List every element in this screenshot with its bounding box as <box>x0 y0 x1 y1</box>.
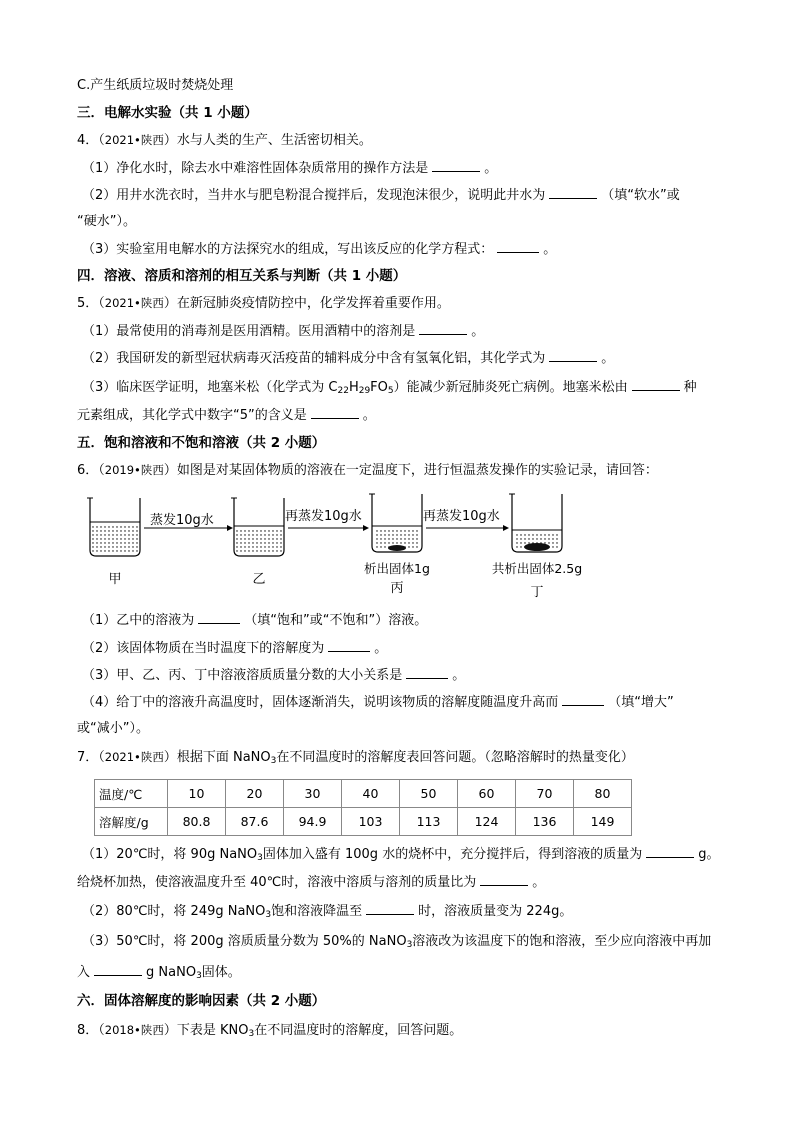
question-5-part-1: （1）最常使用的消毒剂是医用酒精。医用酒精中的溶剂是 。 <box>82 324 485 339</box>
table-cell: 60 <box>458 780 516 808</box>
table-cell: 80.8 <box>168 808 226 836</box>
table-row <box>95 780 632 808</box>
table-cell: 103 <box>342 808 400 836</box>
question-6-part-1: （1）乙中的溶液为 （填“饱和”或“不饱和”）溶液。 <box>82 613 428 628</box>
question-7-part-3-cont: 入 g NaNO$_3$固体。 <box>77 965 241 981</box>
table-cell: 40 <box>342 780 400 808</box>
table-cell: 30 <box>284 780 342 808</box>
question-7-part-1: （1）20℃时，将 90g NaNO$_3$固体加入盛有 100g 水的烧杯中，充分搅拌后，得到溶液的质量为 g。 <box>82 847 720 863</box>
table-cell: 94.9 <box>284 808 342 836</box>
question-6-part-2: （2）该固体物质在当时温度下的溶解度为 。 <box>82 641 388 656</box>
question-4-part-2-cont: “硬水”）。 <box>77 214 136 229</box>
table-header-temperature: 温度/℃ <box>95 780 168 808</box>
beaker-ding <box>509 494 562 552</box>
table-cell: 50 <box>400 780 458 808</box>
beaker-label-yi: 乙 <box>252 572 266 587</box>
question-4-stem: 4．（2021•陕西）水与人类的生产、生活密切相关。 <box>77 133 372 148</box>
question-7-stem: 7．（2021•陕西）根据下面 NaNO$_3$在不同温度时的溶解度表回答问题。（忽略溶解时的热量变化） <box>77 750 634 766</box>
beaker-yi <box>231 498 284 556</box>
beaker-bing <box>369 494 422 552</box>
section-heading-3: 三．电解水实验（共 1 小题） <box>77 105 258 121</box>
table-cell: 87.6 <box>226 808 284 836</box>
table-cell: 149 <box>574 808 632 836</box>
question-5-part-2: （2）我国研发的新型冠状病毒灭活疫苗的辅料成分中含有氢氧化铝，其化学式为 。 <box>82 351 615 366</box>
evaporation-diagram <box>80 486 600 604</box>
beaker-jia <box>87 498 140 556</box>
arrow-2 <box>288 525 369 531</box>
option-c: C.产生纸质垃圾时焚烧处理 <box>77 78 234 93</box>
beaker-label-jia: 甲 <box>108 572 122 587</box>
table-cell: 70 <box>516 780 574 808</box>
table-header-solubility: 溶解度/g <box>95 808 168 836</box>
question-6-part-3: （3）甲、乙、丙、丁中溶液溶质质量分数的大小关系是 。 <box>82 668 466 683</box>
arrow-2-label: 再蒸发10g水 <box>285 509 362 524</box>
note-bing: 析出固体1g <box>364 561 430 576</box>
solubility-table <box>94 779 632 836</box>
table-cell: 124 <box>458 808 516 836</box>
note-ding: 共析出固体2.5g <box>491 561 583 576</box>
question-6-stem: 6．（2019•陕西）如图是对某固体物质的溶液在一定温度下，进行恒温蒸发操作的实验记录，请回答： <box>77 463 658 478</box>
question-4-part-2: （2）用井水洗衣时，当井水与肥皂粉混合搅拌后，发现泡沫很少，说明此井水为 （填“软水”或 <box>82 188 680 203</box>
question-5-part-3-cont: 元素组成，其化学式中数字“5”的含义是 。 <box>77 408 376 423</box>
arrow-1-label: 蒸发10g水 <box>150 513 214 528</box>
question-5-part-3: （3）临床医学证明，地塞米松（化学式为 $C_{22}H_{29}FO_5$）能减少新冠肺炎死亡病例。地塞米松由 种 <box>82 380 697 396</box>
beaker-label-bing: 丙 <box>390 581 404 596</box>
question-8-stem: 8．（2018•陕西）下表是 $KNO_3$在不同温度时的溶解度，回答问题。 <box>77 1023 463 1039</box>
table-cell: 113 <box>400 808 458 836</box>
table-row <box>95 808 632 836</box>
question-4-part-3: （3）实验室用电解水的方法探究水的组成，写出该反应的化学方程式： 。 <box>82 242 557 257</box>
section-heading-4: 四．溶液、溶质和溶剂的相互关系与判断（共 1 小题） <box>77 268 407 284</box>
beaker-label-ding: 丁 <box>530 585 544 600</box>
arrow-3-label: 再蒸发10g水 <box>423 509 500 524</box>
table-cell: 136 <box>516 808 574 836</box>
section-heading-5: 五．饱和溶液和不饱和溶液（共 2 小题） <box>77 435 326 451</box>
question-4-part-1: （1）净化水时，除去水中难溶性固体杂质常用的操作方法是 。 <box>82 161 498 176</box>
section-heading-6: 六．固体溶解度的影响因素（共 2 小题） <box>77 993 326 1009</box>
question-6-part-4: （4）给丁中的溶液升高温度时，固体逐渐消失，说明该物质的溶解度随温度升高而 （填“增大” <box>82 695 674 710</box>
question-7-part-2: （2）80℃时，将 249g NaNO$_3$饱和溶液降温至 时，溶液质量变为 224g。 <box>82 904 573 920</box>
table-cell: 80 <box>574 780 632 808</box>
question-7-part-1-cont: 给烧杯加热，使溶液温度升至 40℃时，溶液中溶质与溶剂的质量比为 。 <box>77 875 546 890</box>
question-5-stem: 5．（2021•陕西）在新冠肺炎疫情防控中，化学发挥着重要作用。 <box>77 296 450 311</box>
table-cell: 10 <box>168 780 226 808</box>
question-7-part-3: （3）50℃时，将 200g 溶质质量分数为 50%的 NaNO$_3$溶液改为该温度下的饱和溶液，至少应向溶液中再加 <box>82 934 712 950</box>
table-cell: 20 <box>226 780 284 808</box>
arrow-3 <box>426 525 509 531</box>
question-6-part-4-cont: 或“减小”）。 <box>77 721 149 736</box>
